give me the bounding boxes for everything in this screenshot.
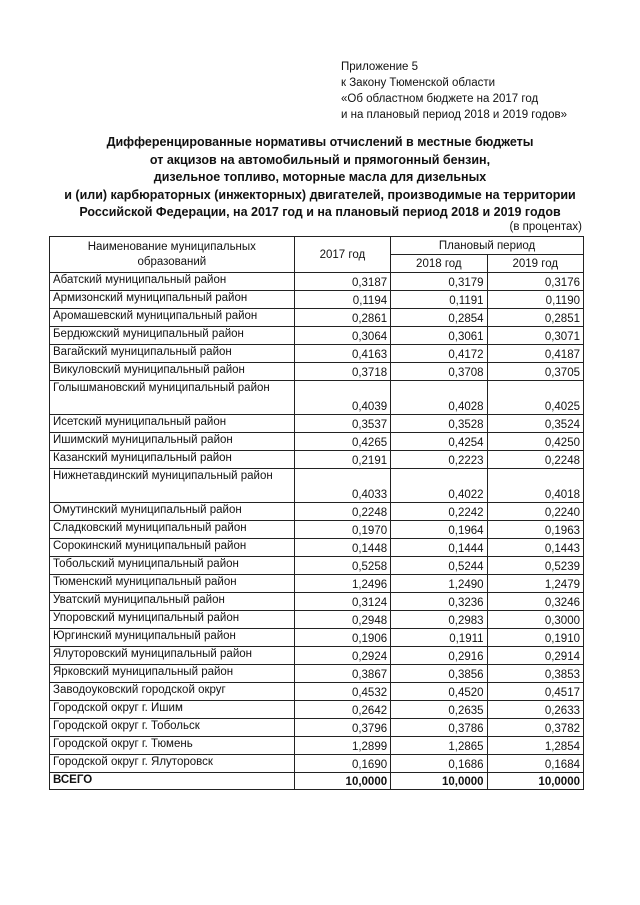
municipality-name: Городской округ г. Тобольск [50, 719, 295, 737]
value-2018: 0,5244 [391, 557, 487, 575]
table-row [50, 381, 584, 415]
appendix-line: Приложение 5 [341, 61, 419, 73]
value-2019: 0,3071 [487, 327, 583, 345]
table-body [50, 273, 584, 790]
value-2017: 0,1448 [294, 539, 390, 557]
municipality-name: ВСЕГО [50, 773, 295, 790]
municipality-name: Ялуторовский муниципальный район [50, 647, 295, 665]
appendix-note [341, 59, 567, 123]
value-2019: 0,4250 [487, 433, 583, 451]
value-2017: 0,2948 [294, 611, 390, 629]
appendix-line: и на плановый период 2018 и 2019 годов» [341, 109, 567, 121]
value-2018: 0,1911 [391, 629, 487, 647]
value-2019: 0,4517 [487, 683, 583, 701]
municipality-name: Заводоуковский городской округ [50, 683, 295, 701]
municipality-name: Бердюжский муниципальный район [50, 327, 295, 345]
table-row [50, 309, 584, 327]
municipality-name: Уватский муниципальный район [50, 593, 295, 611]
value-2018: 0,4022 [391, 469, 487, 503]
table-row [50, 415, 584, 433]
value-2017: 0,3718 [294, 363, 390, 381]
value-2017: 0,4033 [294, 469, 390, 503]
table-row [50, 539, 584, 557]
value-2019: 0,2248 [487, 451, 583, 469]
title-line: и (или) карбюраторных (инжекторных) двигателей, производимые на территории [64, 187, 576, 202]
normatives-table [49, 236, 584, 790]
table-row [50, 469, 584, 503]
value-2019: 0,1963 [487, 521, 583, 539]
value-2018: 1,2865 [391, 737, 487, 755]
table-row [50, 665, 584, 683]
value-2019: 0,1443 [487, 539, 583, 557]
value-2017: 0,3064 [294, 327, 390, 345]
document-title [40, 134, 600, 222]
value-2019: 0,2851 [487, 309, 583, 327]
table-row [50, 755, 584, 773]
value-2017: 0,3537 [294, 415, 390, 433]
municipality-name: Тобольский муниципальный район [50, 557, 295, 575]
municipality-name: Ярковский муниципальный район [50, 665, 295, 683]
total-row [50, 773, 584, 790]
value-2019: 0,3705 [487, 363, 583, 381]
municipality-name: Городской округ г. Тюмень [50, 737, 295, 755]
value-2018: 1,2490 [391, 575, 487, 593]
value-2019: 1,2854 [487, 737, 583, 755]
value-2018: 0,4520 [391, 683, 487, 701]
municipality-name: Казанский муниципальный район [50, 451, 295, 469]
value-2017: 0,2861 [294, 309, 390, 327]
title-line: Дифференцированные нормативы отчислений в местные бюджеты [106, 135, 534, 149]
value-2017: 1,2899 [294, 737, 390, 755]
municipality-name: Городской округ г. Ишим [50, 701, 295, 719]
value-2019: 0,3000 [487, 611, 583, 629]
table-row [50, 291, 584, 309]
value-2018: 10,0000 [391, 773, 487, 790]
value-2018: 0,2242 [391, 503, 487, 521]
municipality-name: Сорокинский муниципальный район [50, 539, 295, 557]
value-2017: 0,1194 [294, 291, 390, 309]
municipality-name: Викуловский муниципальный район [50, 363, 295, 381]
value-2017: 0,4265 [294, 433, 390, 451]
value-2018: 0,3856 [391, 665, 487, 683]
municipality-name: Вагайский муниципальный район [50, 345, 295, 363]
municipality-name: Ишимский муниципальный район [50, 433, 295, 451]
value-2018: 0,4254 [391, 433, 487, 451]
value-2019: 0,4018 [487, 469, 583, 503]
header-2017: 2017 год [294, 237, 390, 273]
table-row [50, 363, 584, 381]
table-row [50, 593, 584, 611]
table-row [50, 575, 584, 593]
value-2019: 0,2240 [487, 503, 583, 521]
table-row [50, 611, 584, 629]
value-2019: 0,1910 [487, 629, 583, 647]
appendix-line: «Об областном бюджете на 2017 год [341, 93, 539, 105]
value-2017: 0,3187 [294, 273, 390, 291]
value-2018: 0,3179 [391, 273, 487, 291]
units-note: (в процентах) [509, 221, 582, 233]
table-row [50, 327, 584, 345]
value-2018: 0,2983 [391, 611, 487, 629]
table-row [50, 451, 584, 469]
value-2017: 0,2191 [294, 451, 390, 469]
value-2019: 10,0000 [487, 773, 583, 790]
value-2018: 0,3708 [391, 363, 487, 381]
value-2019: 1,2479 [487, 575, 583, 593]
value-2018: 0,2223 [391, 451, 487, 469]
header-2018: 2018 год [391, 255, 487, 273]
table-row [50, 737, 584, 755]
value-2017: 10,0000 [294, 773, 390, 790]
value-2019: 0,3176 [487, 273, 583, 291]
municipality-name: Аромашевский муниципальный район [50, 309, 295, 327]
header-plan-period: Плановый период [391, 237, 584, 255]
municipality-name: Исетский муниципальный район [50, 415, 295, 433]
value-2018: 0,1444 [391, 539, 487, 557]
value-2017: 0,4039 [294, 381, 390, 415]
municipality-name: Сладковский муниципальный район [50, 521, 295, 539]
header-name: Наименование муниципальных образований [50, 237, 295, 273]
municipality-name: Голышмановский муниципальный район [50, 381, 295, 415]
value-2019: 0,3524 [487, 415, 583, 433]
municipality-name: Юргинский муниципальный район [50, 629, 295, 647]
value-2017: 0,2642 [294, 701, 390, 719]
table-row [50, 557, 584, 575]
table-row [50, 683, 584, 701]
value-2019: 0,1190 [487, 291, 583, 309]
value-2018: 0,3236 [391, 593, 487, 611]
value-2018: 0,3786 [391, 719, 487, 737]
header-2019: 2019 год [487, 255, 583, 273]
value-2017: 0,2924 [294, 647, 390, 665]
value-2017: 0,4163 [294, 345, 390, 363]
value-2017: 0,3124 [294, 593, 390, 611]
value-2019: 0,3782 [487, 719, 583, 737]
value-2017: 1,2496 [294, 575, 390, 593]
value-2018: 0,4028 [391, 381, 487, 415]
table-row [50, 629, 584, 647]
table-row [50, 273, 584, 291]
value-2018: 0,1191 [391, 291, 487, 309]
value-2018: 0,3061 [391, 327, 487, 345]
value-2017: 0,5258 [294, 557, 390, 575]
municipality-name: Городской округ г. Ялуторовск [50, 755, 295, 773]
table-row [50, 521, 584, 539]
appendix-line: к Закону Тюменской области [341, 77, 496, 89]
title-line: дизельное топливо, моторные масла для дизельных [153, 170, 487, 184]
table-row [50, 345, 584, 363]
table-row [50, 503, 584, 521]
municipality-name: Омутинский муниципальный район [50, 503, 295, 521]
title-line: от акцизов на автомобильный и прямогонный бензин, [149, 152, 491, 167]
municipality-name: Нижнетавдинский муниципальный район [50, 469, 295, 503]
value-2017: 0,2248 [294, 503, 390, 521]
title-line: Российской Федерации, на 2017 год и на плановый период 2018 и 2019 годов [79, 205, 561, 219]
value-2018: 0,1686 [391, 755, 487, 773]
municipality-name: Абатский муниципальный район [50, 273, 295, 291]
value-2017: 0,1970 [294, 521, 390, 539]
value-2019: 0,5239 [487, 557, 583, 575]
value-2018: 0,3528 [391, 415, 487, 433]
municipality-name: Тюменский муниципальный район [50, 575, 295, 593]
value-2018: 0,2635 [391, 701, 487, 719]
value-2018: 0,2916 [391, 647, 487, 665]
value-2019: 0,3246 [487, 593, 583, 611]
municipality-name: Армизонский муниципальный район [50, 291, 295, 309]
value-2018: 0,4172 [391, 345, 487, 363]
value-2019: 0,4187 [487, 345, 583, 363]
value-2019: 0,1684 [487, 755, 583, 773]
value-2017: 0,3867 [294, 665, 390, 683]
value-2019: 0,3853 [487, 665, 583, 683]
table-row [50, 433, 584, 451]
value-2018: 0,2854 [391, 309, 487, 327]
table-row [50, 719, 584, 737]
table-row [50, 701, 584, 719]
municipality-name: Упоровский муниципальный район [50, 611, 295, 629]
value-2017: 0,4532 [294, 683, 390, 701]
value-2017: 0,3796 [294, 719, 390, 737]
value-2017: 0,1690 [294, 755, 390, 773]
table-row [50, 647, 584, 665]
value-2019: 0,4025 [487, 381, 583, 415]
value-2018: 0,1964 [391, 521, 487, 539]
value-2019: 0,2633 [487, 701, 583, 719]
value-2019: 0,2914 [487, 647, 583, 665]
value-2017: 0,1906 [294, 629, 390, 647]
